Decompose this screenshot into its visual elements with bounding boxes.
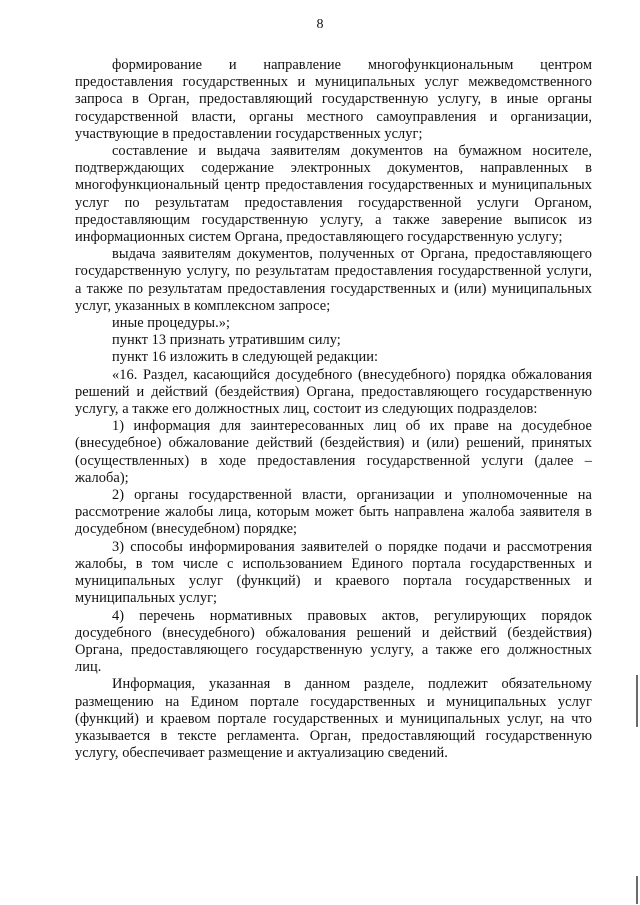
paragraph-interagency-request: формирование и направление многофункциональным центром предоставления государственных и муниципальных услуг межведомственного запроса в Орган, предоставляющий государственную услугу, в иные органы государственной власти, органы местного самоуправления и организации, участвующие в предоставлении государственных услуг; — [75, 57, 592, 142]
list-item-1: 1) информация для заинтересованных лиц об их праве на досудебное (внесудебное) обжалование действий (бездействия) и (или) решений, принятых (осуществленных) в ходе предоставления государственной услуги (далее – жалоба); — [75, 418, 592, 486]
page-number: 8 — [316, 17, 324, 32]
list-item-3: 3) способы информирования заявителей о порядке подачи и рассмотрения жалобы, в том числе с использованием Единого портала государственных и муниципальных услуг (функций) и краевого портала государственных и муниципальных услуг; — [75, 538, 592, 607]
scan-edge-mark — [636, 876, 638, 904]
paragraph-item-13: пункт 13 признать утратившим силу; — [112, 332, 341, 349]
paragraph-item-16: пункт 16 изложить в следующей редакции: — [112, 349, 379, 366]
document-body — [75, 57, 592, 762]
list-item-2: 2) органы государственной власти, организации и уполномоченные на рассмотрение жалобы лица, которым может быть направлена жалоба заявителя в досудебном (внесудебном) порядке; — [75, 487, 592, 538]
paragraph-information-placement: Информация, указанная в данном разделе, подлежит обязательному размещению на Едином портале государственных и муниципальных услуг (функций) и краевом портале государственных и муниципальных услуг, на что указывается в тексте регламента. Орган, предоставляющий государственную услугу, обеспечивает размещение и актуализацию сведений. — [75, 676, 592, 762]
list-item-4: 4) перечень нормативных правовых актов, регулирующих порядок досудебного (внесудебного) обжалования решений и действий (бездействия) Органа, предоставляющего государственную услугу, а также его должностных лиц. — [75, 607, 592, 676]
paragraph-section-16: «16. Раздел, касающийся досудебного (внесудебного) порядка обжалования решений и действий (бездействия) Органа, предоставляющего государственную услугу, а также его должностных лиц, состоит из следующих подразделов: — [75, 366, 592, 418]
paragraph-other-procedures: иные процедуры.»; — [112, 315, 231, 332]
paragraph-document-issuance: составление и выдача заявителям документов на бумажном носителе, подтверждающих содержание электронных документов, направленных в многофункциональный центр предоставления государственных и муниципальных услуг по результатам предоставления государственной услуги Органом, предоставляющим государственную услугу, а также заверение выписок из информационных систем Органа, предоставляющего государственную услугу; — [75, 143, 592, 246]
paragraph-results-issuance: выдача заявителям документов, полученных от Органа, предоставляющего государственную услугу, по результатам предоставления государственной услуги, а также по результатам предоставления государственных и (или) муниципальных услуг, указанных в комплексном запросе; — [75, 246, 592, 314]
scan-edge-mark — [636, 675, 638, 727]
